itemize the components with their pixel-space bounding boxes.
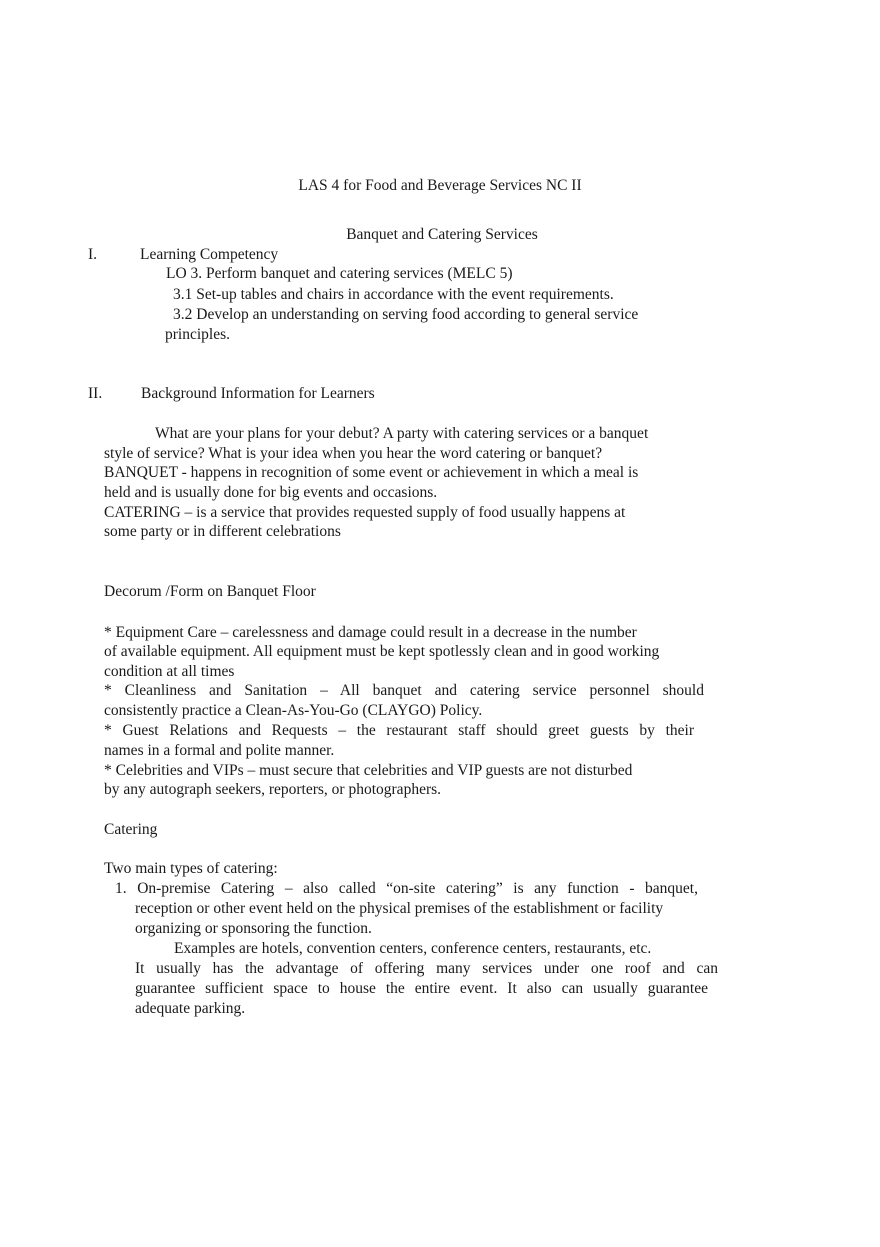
document-title: LAS 4 for Food and Beverage Services NC II — [298, 177, 582, 194]
guest-relations-line-2: names in a formal and polite manner. — [104, 742, 335, 759]
equipment-care-line-1: * Equipment Care – carelessness and damage could result in a decrease in the number — [104, 624, 637, 641]
celebrities-line-1: * Celebrities and VIPs – must secure that celebrities and VIP guests are not disturbed — [104, 762, 633, 779]
celebrities-line-2: by any autograph seekers, reporters, or photographers. — [104, 781, 442, 798]
on-premise-line-1: 1. On-premise Catering – also called “on-site catering” is any function - banquet, — [115, 880, 698, 897]
document-subtitle: Banquet and Catering Services — [346, 226, 538, 243]
learning-outcome: LO 3. Perform banquet and catering services (MELC 5) — [166, 265, 513, 282]
equipment-care-line-3: condition at all times — [104, 663, 235, 680]
catering-definition-line-2: some party or in different celebrations — [104, 523, 341, 540]
decorum-heading: Decorum /Form on Banquet Floor — [104, 583, 316, 600]
competency-item-1: 3.1 Set-up tables and chairs in accordance with the event requirements. — [173, 286, 614, 303]
catering-heading: Catering — [104, 821, 158, 838]
on-premise-examples: Examples are hotels, convention centers, conference centers, restaurants, etc. — [174, 940, 652, 957]
catering-definition-line-1: CATERING – is a service that provides requested supply of food usually happens at — [104, 504, 626, 521]
intro-paragraph-line-1: What are your plans for your debut? A party with catering services or a banquet — [155, 425, 649, 442]
cleanliness-line-1: * Cleanliness and Sanitation – All banquet and catering service personnel should — [104, 682, 704, 699]
banquet-definition-line-1: BANQUET - happens in recognition of some event or achievement in which a meal is — [104, 464, 639, 481]
cleanliness-line-2: consistently practice a Clean-As-You-Go (CLAYGO) Policy. — [104, 702, 483, 719]
on-premise-line-3: organizing or sponsoring the function. — [135, 920, 372, 937]
competency-item-2-line-2: principles. — [165, 326, 230, 343]
section-2-numeral: II. — [88, 385, 103, 402]
on-premise-line-2: reception or other event held on the physical premises of the establishment or facility — [135, 900, 664, 917]
section-1-heading: Learning Competency — [140, 246, 279, 263]
advantage-line-2: guarantee sufficient space to house the entire event. It also can usually guarantee — [135, 980, 708, 997]
banquet-definition-line-2: held and is usually done for big events and occasions. — [104, 484, 438, 501]
equipment-care-line-2: of available equipment. All equipment must be kept spotlessly clean and in good working — [104, 643, 660, 660]
guest-relations-line-1: * Guest Relations and Requests – the restaurant staff should greet guests by their — [104, 722, 694, 739]
section-2-heading: Background Information for Learners — [141, 385, 375, 402]
catering-types-intro: Two main types of catering: — [104, 860, 278, 877]
advantage-line-1: It usually has the advantage of offering many services under one roof and can — [135, 960, 718, 977]
advantage-line-3: adequate parking. — [135, 1000, 246, 1017]
section-1-numeral: I. — [88, 246, 98, 263]
competency-item-2-line-1: 3.2 Develop an understanding on serving food according to general service — [173, 306, 639, 323]
intro-paragraph-line-2: style of service? What is your idea when you hear the word catering or banquet? — [104, 445, 603, 462]
